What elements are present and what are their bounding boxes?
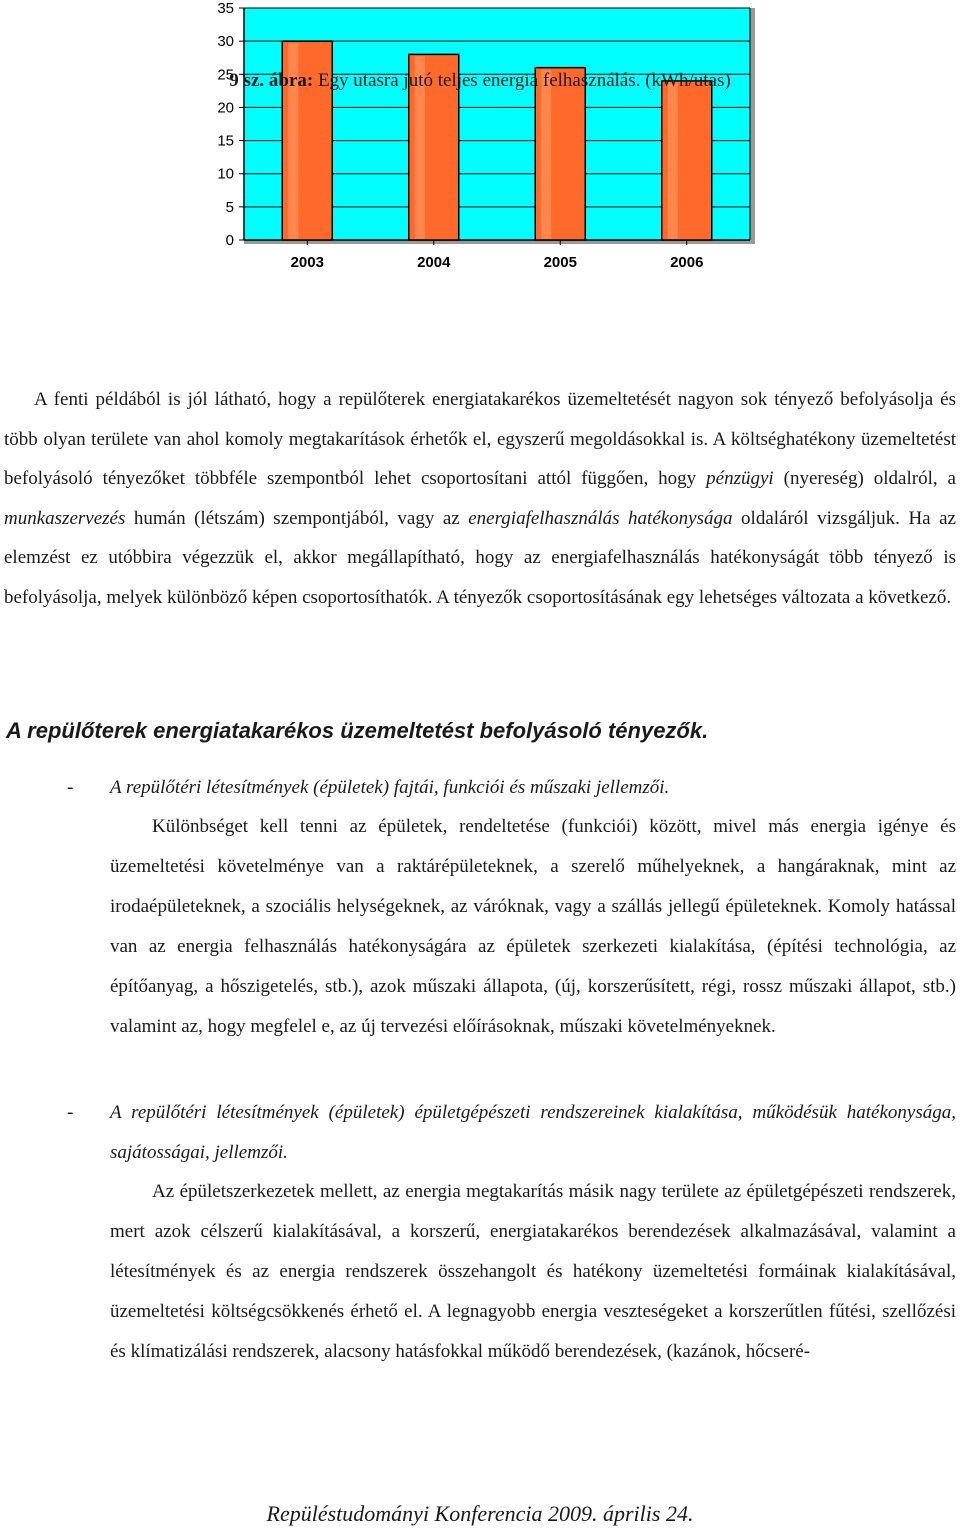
intro-italic-2: munkaszervezés (4, 507, 126, 529)
page-footer: Repüléstudományi Konferencia 2009. április 24. (266, 1501, 694, 1526)
y-tick-label: 10 (217, 165, 234, 183)
x-tick-label: 2004 (417, 254, 451, 271)
y-tick-label: 15 (217, 132, 234, 150)
list-item-2-heading: A repülőtéri létesítmények (épületek) épületgépészeti rendszereinek kialakítása, működésük hatékonysága, sajátosságai, jellemzői. (110, 1102, 956, 1163)
x-tick-label: 2006 (670, 254, 704, 271)
intro-italic-3: energiafelhasználás hatékonysága (468, 507, 733, 529)
intro-text-3: humán (létszám) szempontjából, vagy az (125, 507, 469, 529)
section-heading: A repülőterek energiatakarékos üzemeltetést befolyásoló tényezők. (6, 718, 709, 743)
intro-text-1: A fenti példából is jól látható, hogy a repülőterek energiatakarékos üzemeltetését nagyon sok tényező befolyásolja és több olyan területe van ahol komoly megtakarítások érhetők el, egyszerű megoldásokkal is. A költséghatékony üzemeltetést befolyásoló tényezőket többféle szempontból lehet csoportosítani attól függően, hogy (4, 389, 956, 489)
intro-text-4: oldaláról vizsgáljuk. Ha az elemzést ez utóbbira végezzük el, akkor megállapítható, hogy az energiafelhasználás hatékonyságát több tényező is befolyásolja, melyek különböző képen csoportosíthatók. A tényezők csoportosításának egy lehetséges változata a következő. (4, 507, 956, 608)
list-dash: - (67, 777, 74, 798)
list-item-1-title (0, 771, 960, 805)
y-tick-label: 35 (217, 0, 234, 17)
x-tick-label: 2003 (290, 254, 324, 271)
plot-shadow-right (750, 8, 755, 243)
list-item-1-body: Különbséget kell tenni az épületek, rendeltetése (funkciói) között, mivel más energia igénye és üzemeltetési követelménye van a raktárépületeknek, a szerelő műhelyeknek, a hangáraknak, mint az irodaépületeknek, a szociális helységeknek, az váróknak, vagy a szállás jellegű épületeknek. Komoly hatással van az energia felhasználás hatékonyságára az épületek szerkezeti kialakítása, (építési technológia, az építőanyag, a hőszigetelés, stb.), azok műszaki állapota, (új, korszerűsített, régi, rossz műszaki állapot, stb.) valamint az, hogy megfelel e, az új tervezési előírásoknak, műszaki követelményeknek. (110, 816, 956, 1037)
figure-caption (0, 67, 960, 95)
intro-paragraph (4, 380, 956, 617)
caption-label: 9 sz. ábra: (229, 70, 314, 91)
intro-italic-1: pénzügyi (706, 468, 774, 489)
intro-text-2: (nyereség) oldalról, a (773, 468, 956, 489)
y-tick-label: 5 (225, 198, 234, 216)
bar-highlight (668, 83, 678, 239)
list-dash: - (67, 1102, 74, 1123)
caption-text: Egy utasra jutó teljes energia felhasználás. (kWh/utas) (313, 70, 731, 91)
list-item-2-body: Az épületszerkezetek mellett, az energia megtakarítás másik nagy területe az épületgépészeti rendszerek, mert azok célszerű kialakításával, a korszerű, energiatakarékos berendezések alkalmazásával, valamint a létesítmények és az energia rendszerek összehangolt és hatékony üzemeltetési formáinak kialakításával, üzemeltetési költségcsökkenés érhető el. A legnagyobb energia veszteségeket a korszerűtlen fűtési, szellőzési és klímatizálási rendszerek, alacsony hatásfokkal működő berendezések, (kazánok, hőcseré- (110, 1181, 956, 1362)
x-tick-label: 2005 (543, 254, 577, 271)
y-tick-label: 20 (217, 99, 234, 117)
y-tick-label: 30 (217, 33, 234, 51)
list-item-1-heading: A repülőtéri létesítmények (épületek) fajtái, funkciói és műszaki jellemzői. (110, 777, 670, 798)
y-tick-label: 25 (217, 66, 234, 84)
y-tick-label: 0 (225, 232, 234, 249)
bar-chart (0, 0, 960, 280)
bar-highlight (541, 70, 551, 239)
